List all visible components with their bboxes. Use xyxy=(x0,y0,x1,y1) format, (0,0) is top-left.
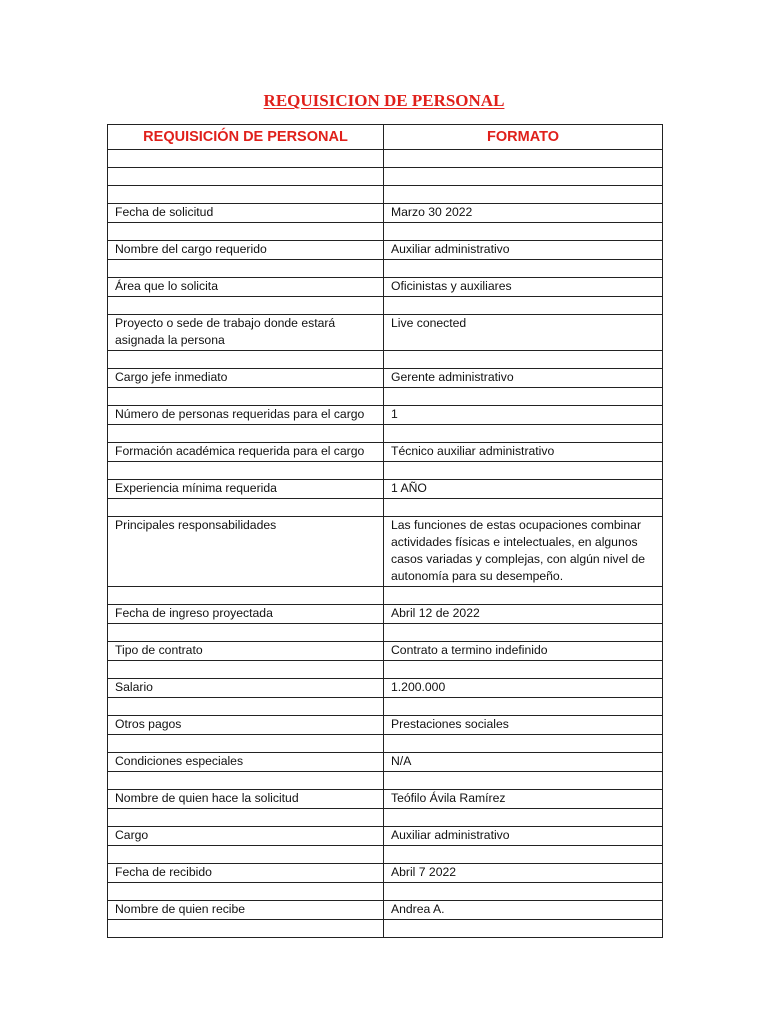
row-label: Nombre de quien hace la solicitud xyxy=(108,790,384,809)
row-label: Otros pagos xyxy=(108,716,384,735)
row-value: Marzo 30 2022 xyxy=(384,204,663,223)
row-label: Principales responsabilidades xyxy=(108,517,384,587)
row-value: N/A xyxy=(384,753,663,772)
table-row xyxy=(108,716,663,735)
page-title: REQUISICION DE PERSONAL xyxy=(263,91,505,110)
row-label: Condiciones especiales xyxy=(108,753,384,772)
row-label: Fecha de ingreso proyectada xyxy=(108,605,384,624)
blank-row xyxy=(108,920,663,938)
row-label: Tipo de contrato xyxy=(108,642,384,661)
table-row xyxy=(108,827,663,846)
blank-row xyxy=(108,735,663,753)
table-row xyxy=(108,278,663,297)
row-value: 1 xyxy=(384,406,663,425)
blank-row xyxy=(108,297,663,315)
row-value: 1 AÑO xyxy=(384,480,663,499)
table-row xyxy=(108,369,663,388)
blank-row xyxy=(108,260,663,278)
blank-row xyxy=(108,587,663,605)
row-value: Prestaciones sociales xyxy=(384,716,663,735)
table-row xyxy=(108,406,663,425)
row-label: Fecha de solicitud xyxy=(108,204,384,223)
row-value: Abril 12 de 2022 xyxy=(384,605,663,624)
header-cell-title: REQUISICIÓN DE PERSONAL xyxy=(108,125,384,150)
row-value: Live conected xyxy=(384,315,663,351)
table-row xyxy=(108,790,663,809)
row-value: Las funciones de estas ocupaciones combinar actividades físicas e intelectuales, en algunos casos variadas y complejas, con algún nivel de autonomía para su desempeño. xyxy=(384,517,663,587)
table-row xyxy=(108,753,663,772)
row-label: Número de personas requeridas para el cargo xyxy=(108,406,384,425)
table-row xyxy=(108,642,663,661)
row-value: Oficinistas y auxiliares xyxy=(384,278,663,297)
blank-row xyxy=(108,186,663,204)
blank-row xyxy=(108,223,663,241)
blank-row xyxy=(108,624,663,642)
blank-row xyxy=(108,883,663,901)
row-value: Contrato a termino indefinido xyxy=(384,642,663,661)
table-row xyxy=(108,480,663,499)
row-value: Gerente administrativo xyxy=(384,369,663,388)
table-row xyxy=(108,204,663,223)
blank-row xyxy=(108,388,663,406)
requisition-table xyxy=(107,124,663,938)
row-value: Auxiliar administrativo xyxy=(384,827,663,846)
row-value: 1.200.000 xyxy=(384,679,663,698)
blank-row xyxy=(108,809,663,827)
table-row xyxy=(108,605,663,624)
row-label: Nombre de quien recibe xyxy=(108,901,384,920)
row-value: Teófilo Ávila Ramírez xyxy=(384,790,663,809)
row-value: Técnico auxiliar administrativo xyxy=(384,443,663,462)
blank-row xyxy=(108,698,663,716)
table-row xyxy=(108,679,663,698)
blank-row xyxy=(108,462,663,480)
blank-row xyxy=(108,425,663,443)
blank-row xyxy=(108,661,663,679)
row-label: Salario xyxy=(108,679,384,698)
row-label: Formación académica requerida para el cargo xyxy=(108,443,384,462)
table-row xyxy=(108,443,663,462)
table-row xyxy=(108,864,663,883)
row-label: Nombre del cargo requerido xyxy=(108,241,384,260)
row-label: Fecha de recibido xyxy=(108,864,384,883)
blank-row xyxy=(108,351,663,369)
row-label: Área que lo solicita xyxy=(108,278,384,297)
row-label: Cargo xyxy=(108,827,384,846)
row-value: Andrea A. xyxy=(384,901,663,920)
table-row xyxy=(108,517,663,587)
row-value: Abril 7 2022 xyxy=(384,864,663,883)
table-header-row xyxy=(108,125,663,150)
blank-row xyxy=(108,772,663,790)
table-row xyxy=(108,241,663,260)
blank-row xyxy=(108,168,663,186)
blank-row xyxy=(108,499,663,517)
header-cell-format: FORMATO xyxy=(384,125,663,150)
blank-row xyxy=(108,846,663,864)
row-label: Experiencia mínima requerida xyxy=(108,480,384,499)
row-value: Auxiliar administrativo xyxy=(384,241,663,260)
table-row xyxy=(108,901,663,920)
row-label: Proyecto o sede de trabajo donde estará asignada la persona xyxy=(108,315,384,351)
blank-row xyxy=(108,150,663,168)
table-row xyxy=(108,315,663,351)
row-label: Cargo jefe inmediato xyxy=(108,369,384,388)
